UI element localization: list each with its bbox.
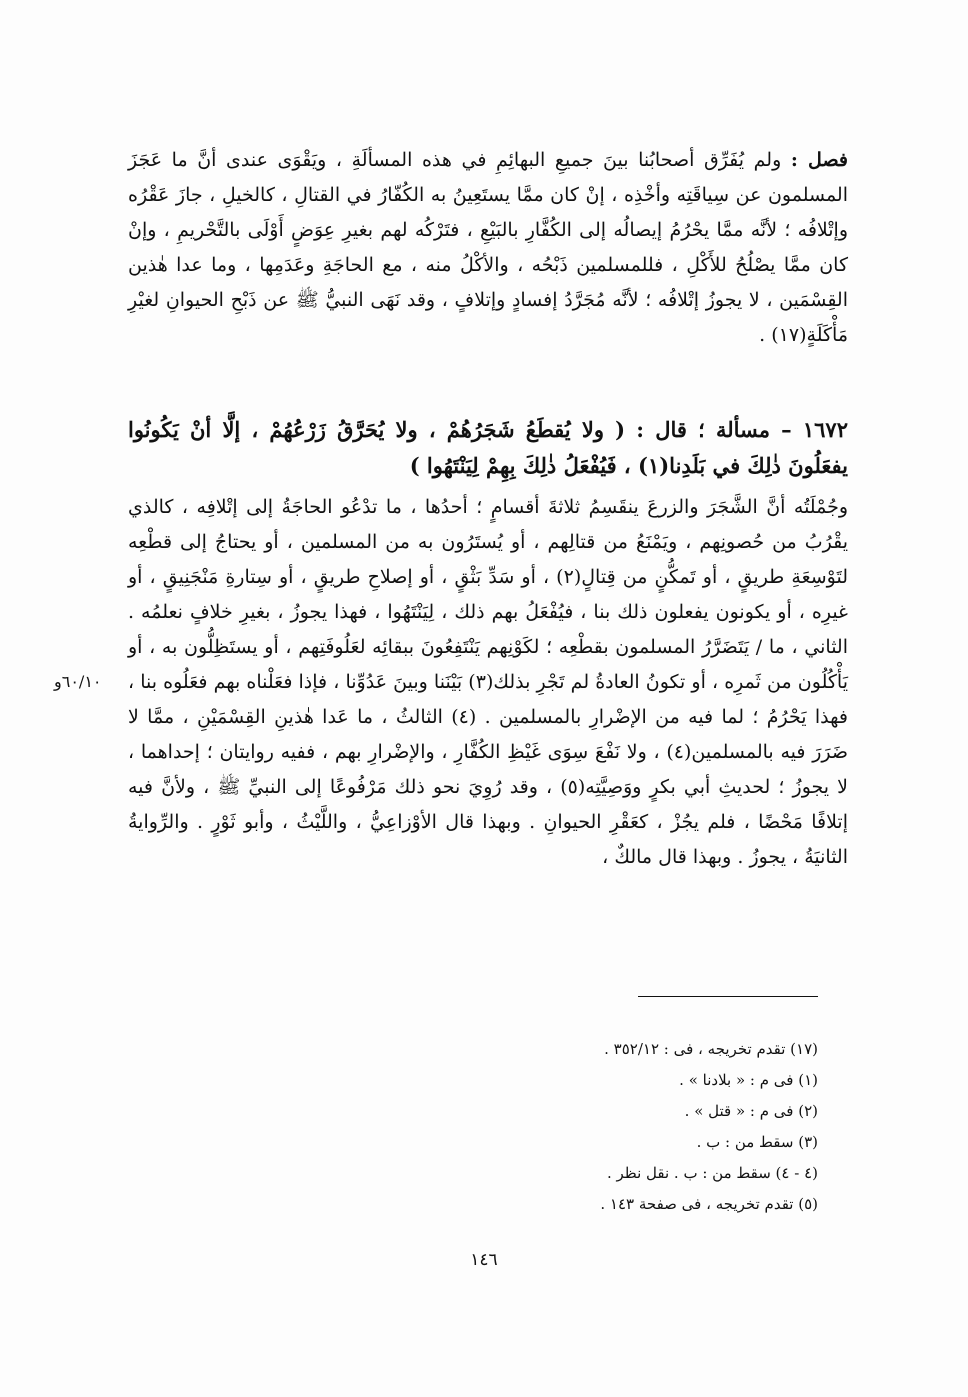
section-text: ولم يُفَرِّق أصحابُنا بينَ جميعِ البهائِمِ في هذه المسألَةِ ، ويَقْوَى عندى أنَّ ما عَجَزَ المسلمون عن سِياقَتِه وأخْذِه ، إنْ كان ممَّا يستَعِينُ به الكُفّارُ في القتالِ ، كالخيلِ ، جازَ عَقْرُه وإتْلافُه ؛ لأنَّه ممَّا يحْرُمُ إيصالُه إلى الكُفَّارِ بالبَيْعِ ، فتَرْكُه لهم بغيرِ عِوَضٍ أَوْلَى بالتَّحْريمِ ، وإنْ كان ممَّا يصْلُحُ للأَكْلِ ، فللمسلمين ذَبْحُه ، والأكْلُ منه ، مع الحاجَةِ وعَدَمِها ، وما عدا هٰذين القِسْمَين ، لا يجوزُ إتْلافُه ؛ لأنَّه مُجَرَّدُ إفسادٍ وإتلافٍ ، وقد نَهَى النبيُّ ﷺ عن ذَبْحِ الحيوانِ لغيْرِ مَأْكَلَةٍ(١٧) . xyxy=(128,149,848,346)
section-lead: فصل : xyxy=(790,149,848,171)
footnote-item: (١٧) تقدم تخريجه ، فى : ٣٥٢/١٢ . xyxy=(604,1040,818,1058)
masala-heading: ١٦٧٢ – مسألة ؛ قال : ( ولا يُقطَعُ شَجَرُهُمْ ، ولا يُحَرَّقُ زَرْعُهُمْ ، إلَّا أنْ يَكُونُوا يفعَلُونَ ذٰلِكَ في بَلَدِنا(١) ، فَيُفْعَلُ ذٰلِكَ بِهِمْ لِيَنْتَهُوا ) xyxy=(128,417,848,478)
explanation-paragraph: وجُمْلَتُه أنَّ الشَّجَرَ والزرعَ ينقَسِمُ ثلاثةَ أقسامٍ ؛ أحدُها ، ما تدْعُو الحاجَةُ إلى إتْلافِه ، كالذي يقْرُبُ من حُصونِهم ، ويَمْنَعُ من قتالِهم ، أو يُستَرُون به من المسلمين ، أو يحتاجُ إلى قطْعِه لتَوْسِعَةِ طريقٍ ، أو تَمكُّنٍ من قِتالٍ(٢) ، أو سَدِّ بَثْقٍ ، أو إصلاحِ طريقٍ ، أو سِتارةِ مَنْجَنِيقٍ ، أو غيرِه ، أو يكونون يفعلون ذلك بنا ، فيُفْعَلُ بهم ذلك ، لِيَنْتَهُوا ، فهذا يجوزُ ، بغيرِ خلافٍ نعلمُه . الثاني ، ما / يَتَضَرَّرُ المسلمون بقطْعِه ؛ لكَوْنِهم يَنْتَفِعُونَ ببقائِه لعَلُوفَتِهم ، أو يستَظِلُّون به ، أو يَأْكُلُون من ثَمرِه ، أو تكونُ العادةُ لم تَجْرِ بذلك(٣) بَيْنَنا وبينَ عَدُوِّنا ، فإذا فعَلْناه بهم فعَلُوه بنا ، فهذا يَحْرُمُ ؛ لما فيه من الإضْرارِ بالمسلمين . (٤) الثالثُ ، ما عَدا هٰذينِ القِسْمَيْنِ ، ممَّا لا ضَرَرَ فيه بالمسلمين(٤) ، ولا نَفْعَ سِوَى غَيْظِ الكُفَّارِ ، والإضْرارِ بهم ، ففيه روايتان ؛ إحداهما ، لا يجوزُ ؛ لحديثِ أبي بكرٍ ووَصِيَّتِه(٥) ، وقد رُوِيَ نحو ذلك مَرْفُوعًا إلى النبيِّ ﷺ ، ولأنَّ فيه إتلافًا مَحْضًا ، فلم يجُزْ ، كعَقْرِ الحيوانِ . وبهذا قال الأوْزاعِيُّ ، واللَّيْثُ ، وأبو ثَوْرٍ . والرِّوايةُ الثانيَةُ ، يجوزُ . وبهذا قال مالكٌ ، xyxy=(128,496,848,868)
footnote-divider xyxy=(638,996,818,997)
section-paragraph xyxy=(128,143,848,353)
footnote-item: (٥) تقدم تخريجه ، فى صفحة ١٤٣ . xyxy=(600,1195,818,1213)
footnote-item: (٤ - ٤) سقط من : ب . نقل نظر . xyxy=(606,1164,818,1182)
footnote-item: (٢) فى م : « قتل » . xyxy=(684,1102,818,1120)
page-number: ١٤٦ xyxy=(470,1250,498,1270)
margin-folio-marker: ٦٠/١٠و xyxy=(54,672,102,691)
footnotes-list xyxy=(128,1034,818,1220)
footnote-item: (٣) سقط من : ب . xyxy=(696,1133,818,1151)
footnote-item: (١) فى م : « بلادنا » . xyxy=(679,1071,818,1089)
